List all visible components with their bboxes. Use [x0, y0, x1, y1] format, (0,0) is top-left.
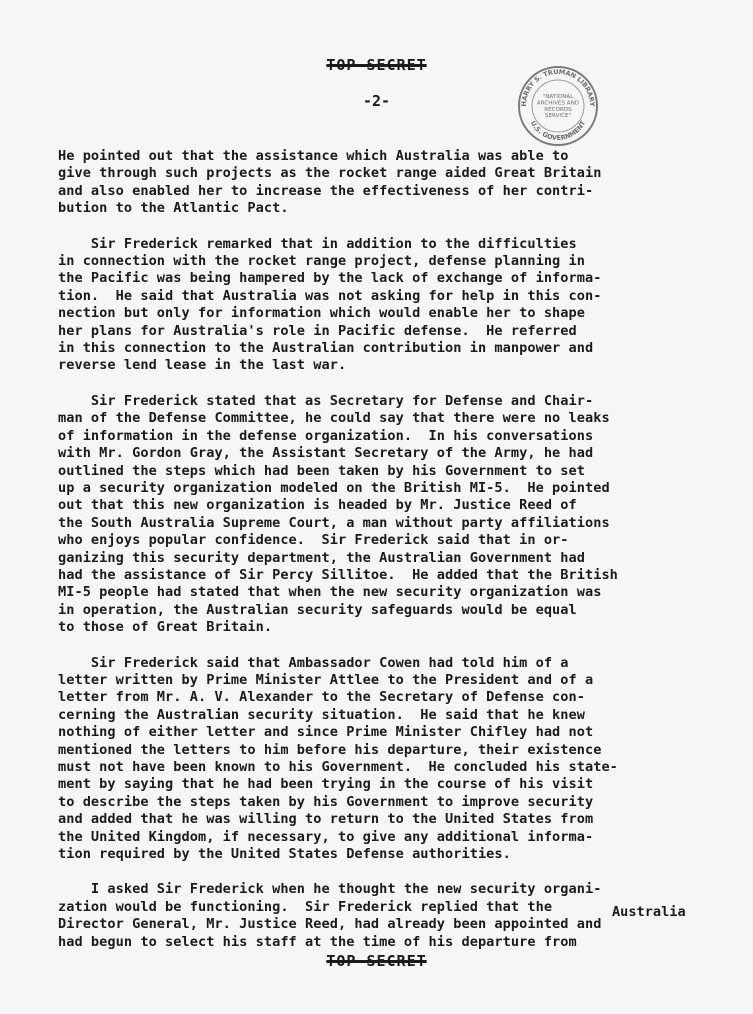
text-line: I asked Sir Frederick when he thought the new security organi-	[58, 881, 602, 898]
text-line: the Pacific was being hampered by the lack of exchange of informa-	[58, 270, 602, 287]
text-line: Sir Frederick said that Ambassador Cowen had told him of a	[58, 654, 569, 671]
letter-body	[58, 148, 718, 969]
text-line: nothing of either letter and since Prime Minister Chifley had not	[58, 724, 594, 741]
text-line: outlined the steps which had been taken by his Government to set	[58, 462, 585, 479]
page-number: -2-	[362, 92, 391, 110]
continuation-word: Australia	[612, 904, 686, 920]
text-line: mentioned the letters to him before his departure, their existence	[58, 741, 602, 758]
text-line: in this connection to the Australian contribution in manpower and	[58, 340, 594, 357]
text-line: bution to the Atlantic Pact.	[58, 200, 289, 217]
text-line: give through such projects as the rocket range aided Great Britain	[58, 165, 602, 182]
text-line: had begun to select his staff at the time of his departure from	[58, 933, 577, 950]
text-line: Sir Frederick stated that as Secretary for Defense and Chair-	[58, 392, 594, 409]
stamp-center-line: "NATIONAL	[542, 94, 574, 100]
text-line: cerning the Australian security situation. He said that he knew	[58, 706, 585, 723]
text-line: must not have been known to his Government. He concluded his state-	[58, 759, 618, 775]
stamp-ring-top-text: HARRY S. TRUMAN LIBRARY	[519, 67, 597, 107]
archives-stamp	[516, 64, 600, 148]
text-line: nection but only for information which would enable her to shape	[58, 305, 585, 322]
stamp-center-line: SERVICE"	[544, 113, 572, 120]
classification-header: TOP SECRET	[326, 56, 427, 74]
text-line: the United Kingdom, if necessary, to give any additional informa-	[58, 828, 594, 845]
classification-footer: TOP SECRET	[326, 952, 427, 970]
text-line: to describe the steps taken by his Government to improve security	[58, 793, 594, 810]
text-line: zation would be functioning. Sir Frederick replied that the	[58, 898, 553, 915]
text-line: of information in the defense organization. In his conversations	[58, 427, 594, 444]
paragraph	[58, 655, 718, 864]
text-line: in operation, the Australian security safeguards would be equal	[58, 601, 577, 618]
text-line: out that this new organization is headed by Mr. Justice Reed of	[58, 497, 577, 514]
text-line: and added that he was willing to return to the United States from	[58, 811, 594, 828]
stamp-center-line: RECORDS	[544, 106, 572, 113]
text-line: the South Australia Supreme Court, a man without party affiliations	[58, 514, 610, 531]
text-line: letter written by Prime Minister Attlee to the President and of a	[58, 671, 594, 688]
paragraph	[58, 148, 718, 218]
text-line: up a security organization modeled on the British MI-5. He pointed	[58, 479, 610, 496]
stamp-center-text	[537, 94, 579, 119]
text-line: in connection with the rocket range project, defense planning in	[58, 253, 585, 270]
paragraph	[58, 236, 718, 375]
stamp-center-line: ARCHIVES AND	[536, 100, 580, 107]
text-line: ganizing this security department, the Australian Government had	[58, 549, 585, 566]
text-line: man of the Defense Committee, he could say that there were no leaks	[58, 410, 610, 427]
text-line: Director General, Mr. Justice Reed, had already been appointed and	[58, 916, 602, 933]
text-line: Sir Frederick remarked that in addition to the difficulties	[58, 235, 577, 252]
text-line: to those of Great Britain.	[58, 619, 273, 636]
text-line: MI-5 people had stated that when the new security organization was	[58, 584, 602, 601]
text-line: had the assistance of Sir Percy Sillitoe. He added that the British	[58, 566, 618, 583]
text-line: who enjoys popular confidence. Sir Frederick said that in or-	[58, 532, 569, 549]
paragraph	[58, 393, 718, 637]
text-line: tion required by the United States Defense authorities.	[58, 846, 511, 863]
text-line: reverse lend lease in the last war.	[58, 357, 347, 374]
text-line: letter from Mr. A. V. Alexander to the Secretary of Defense con-	[58, 689, 585, 706]
stamp-ring-bottom-text: U.S. GOVERNMENT	[528, 119, 588, 143]
archives-stamp-seal	[516, 64, 600, 148]
text-line: tion. He said that Australia was not asking for help in this con-	[58, 287, 602, 304]
text-line: and also enabled her to increase the effectiveness of her contri-	[58, 182, 594, 199]
text-line: ment by saying that he had been trying in the course of his visit	[58, 776, 594, 793]
text-line: He pointed out that the assistance which Australia was able to	[58, 148, 569, 164]
text-line: with Mr. Gordon Gray, the Assistant Secretary of the Army, he had	[58, 445, 594, 462]
text-line: her plans for Australia's role in Pacific defense. He referred	[58, 322, 577, 339]
